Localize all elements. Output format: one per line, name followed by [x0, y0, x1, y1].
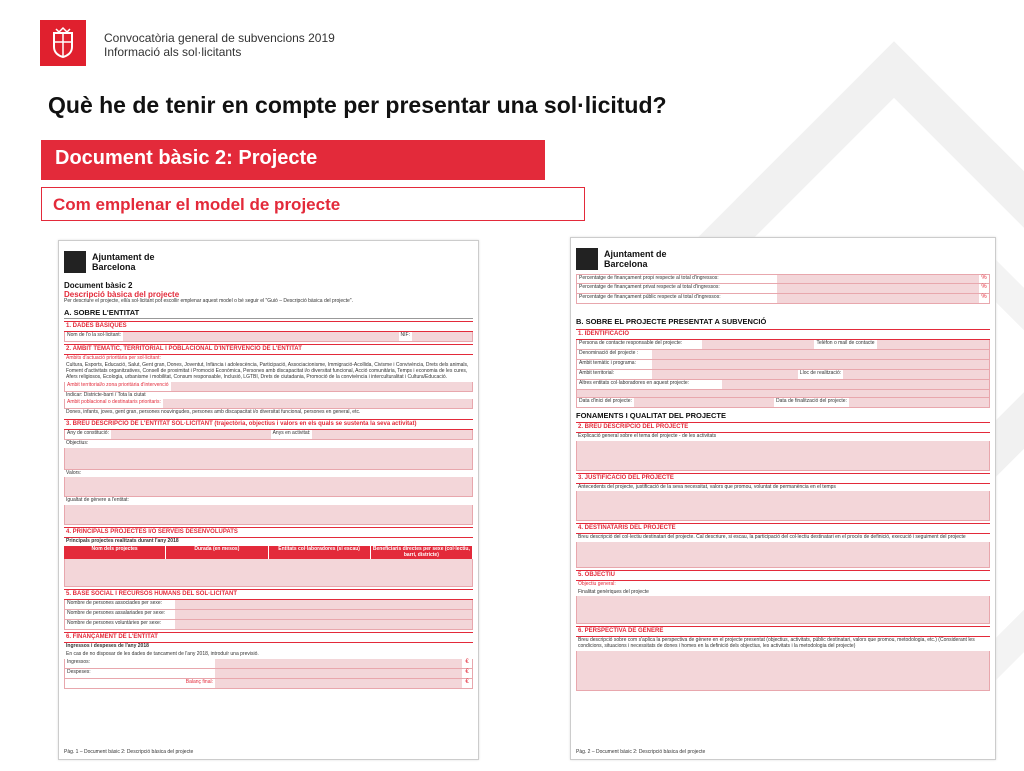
form-field[interactable]	[215, 679, 462, 688]
form-row	[576, 380, 990, 390]
field-label: Telèfon o mail de contacte	[816, 339, 875, 346]
s3-heading: 3. JUSTIFICACIÓ DEL PROJECTE	[576, 473, 990, 484]
s5-heading: 5. BASE SOCIAL I RECURSOS HUMANS DEL SOL·LICITANT	[64, 589, 473, 600]
field-label: Altres entitats col·laboradores en aquest projecte:	[579, 379, 690, 386]
form-row	[576, 398, 990, 408]
page-footer: Pàg. 1 – Document bàsic 2: Descripció bàsica del projecte	[64, 749, 194, 756]
field-label: Persona de contacte responsable del projecte:	[579, 339, 683, 346]
form-field[interactable]	[163, 399, 472, 408]
doc-brand-text: Ajuntament de Barcelona	[604, 249, 667, 269]
field-label: Denominació del projecte :	[579, 349, 639, 356]
s5-heading: 5. OBJECTIU	[576, 570, 990, 581]
table-header	[64, 546, 473, 560]
field-label: Percentatge de finançament públic respecte al total d'ingressos:	[579, 294, 721, 300]
form-row	[576, 370, 990, 380]
form-row	[64, 679, 473, 689]
barcelona-logo-icon	[40, 20, 86, 66]
field-label: Despeses:	[67, 668, 91, 675]
column-header: Entitats col·laboradores (si escau)	[269, 546, 371, 560]
doc-intro: Per descriure el projecte, ell/a sol·licitant pot escollir emplenar aquest model o bé seguir el "Guió – Descripció bàsica del projecte".	[64, 298, 353, 305]
s2-subheading: Àmbits d'actuació prioritària per sol·licitant:	[66, 354, 161, 361]
form-field[interactable]	[175, 600, 472, 609]
s3-note: Antecedents del projecte, justificació de la seva necessitat, valors que promou, voluntat de permanència en el temps	[578, 483, 836, 490]
form-field[interactable]	[312, 430, 472, 439]
header-line-1: Convocatòria general de subvencions 2019	[104, 31, 335, 45]
form-row	[64, 620, 473, 630]
header-line-2: Informació als sol·licitants	[104, 45, 242, 59]
form-field[interactable]	[64, 505, 473, 525]
s2-heading: 2. ÀMBIT TEMÀTIC, TERRITORIAL I POBLACIONAL D'INTERVENCIÓ DE L'ENTITAT	[64, 344, 473, 355]
field-label: Àmbit poblacional o destinataris prioritaris:	[67, 399, 161, 406]
s2-pob-list: Dones, infants, joves, gent gran, persones nouvingudes, persones amb discapacitat i/o diversitat funcional, persones en general, etc.	[66, 409, 361, 416]
ajuntament-logo-icon	[64, 251, 86, 273]
section-b-heading: B. SOBRE EL PROJECTE PRESENTAT A SUBVENCIÓ	[576, 317, 767, 326]
header-info	[104, 31, 335, 59]
fonaments-heading: FONAMENTS I QUALITAT DEL PROJECTE	[576, 410, 727, 420]
section-label: Document bàsic 2: Projecte	[41, 140, 545, 180]
s6-subheading: Ingressos i despeses de l'any 2018	[66, 643, 149, 650]
subsection-label: Com emplenar el model de projecte	[41, 187, 585, 221]
field-label: Data de finalització del projecte:	[776, 397, 847, 404]
currency-symbol: €	[465, 658, 469, 665]
s4-heading: 4. DESTINATARIS DEL PROJECTE	[576, 523, 990, 534]
form-field[interactable]	[175, 620, 472, 629]
form-row	[576, 294, 990, 304]
form-field[interactable]	[652, 360, 989, 369]
form-field[interactable]	[576, 542, 990, 568]
page-title: Què he de tenir en compte per presentar una sol·licitud?	[48, 92, 667, 118]
form-field[interactable]	[111, 430, 271, 439]
column-header: Beneficiaris directes per sexe (col·lectiu, barri, districte)	[371, 546, 473, 560]
s4-heading: 4. PRINCIPALS PROJECTES I/O SERVEIS DESENVOLUPATS	[64, 527, 473, 538]
document-page-1	[58, 240, 479, 760]
form-field[interactable]	[576, 596, 990, 624]
form-field[interactable]	[576, 390, 990, 398]
form-row	[576, 350, 990, 360]
document-page-2	[570, 237, 996, 760]
field-label: Ingressos:	[67, 658, 91, 665]
field-label: Objectiu general:	[578, 580, 616, 587]
form-field[interactable]	[843, 370, 989, 379]
form-field[interactable]	[652, 370, 798, 379]
field-label: Nombre de persones associades per sexe:	[67, 600, 163, 607]
form-field[interactable]	[722, 380, 989, 389]
form-row	[64, 399, 473, 409]
field-label: Objectius:	[66, 439, 89, 446]
field-label: Finalitat genèriques del projecte	[578, 588, 649, 595]
form-row	[576, 284, 990, 294]
field-label: Anys en activitat:	[272, 429, 311, 436]
field-label: Any de constitució:	[67, 429, 109, 436]
form-row	[576, 274, 990, 284]
s2-terr-note: Indicar: Districte-barri / Tota la ciutat	[66, 391, 146, 398]
doc-brand	[64, 247, 473, 277]
s6-heading: 6. FINANÇAMENT DE L'ENTITAT	[64, 632, 473, 643]
s2-note: Explicació general sobre el tema del projecte - de les activitats	[578, 433, 717, 440]
form-field[interactable]	[215, 659, 462, 668]
form-row	[64, 610, 473, 620]
field-label: NIF:	[400, 331, 410, 338]
form-field[interactable]	[576, 651, 990, 691]
form-field[interactable]	[215, 669, 462, 678]
doc-brand-text: Ajuntament de Barcelona	[92, 252, 155, 272]
s6-note: En cas de no disposar de les dades de tancament de l'any 2018, introduïr una previsió.	[66, 650, 259, 657]
doc-title: Document bàsic 2	[64, 281, 133, 290]
field-label: Percentatge de finançament propi respecte al total d'ingressos:	[579, 275, 719, 281]
form-row	[64, 382, 473, 392]
currency-symbol: €	[465, 668, 469, 675]
form-field[interactable]	[777, 294, 979, 303]
s6-heading: 6. PERSPECTIVA DE GÈNERE	[576, 626, 990, 637]
s2-list: Cultura, Esports, Educació, Salut, Gent gran, Dones, Joventut, Infància i adolescència, Participació, Associacionisme, Immigració-Acollida, Civisme i Convivència, Drets dels animals, Foment d'activitats organitzatives, Consell de proximitat i Promoció Econòmica, Persones amb discapacitat i/o diversitat funcional, Acció comunitària, Temps i economia de les cures, Afers religiosos, Ecologia, urbanisme i mobilitat, Consum responsable, Inclusió, LGTBI, Drets de ciutadania, Promoció de la convivència i interculturalitat i Cultura/Educació.	[66, 362, 469, 380]
form-field[interactable]	[652, 350, 989, 359]
form-field[interactable]	[634, 398, 774, 407]
s1-heading: 1. IDENTIFICACIÓ	[576, 329, 990, 340]
field-label: Àmbit territorial/o zona prioritària d'intervenció	[67, 381, 169, 388]
column-header: Nom dels projectes	[64, 546, 166, 560]
form-field[interactable]	[64, 477, 473, 497]
percent-symbol: %	[981, 294, 987, 300]
s6-note: Breu descripció sobre com s'aplica la perspectiva de gènere en el projecte presentat (objectius, activitats, públic destinatari, valors que promou, metodologia, etc.) (Considerant les condicions, situacions i necessitats de dones i homes en la definició dels objectius, les activitats i la metodologia del projecte)	[578, 637, 975, 650]
form-row	[64, 600, 473, 610]
field-label: Nom de l'o la sol·licitant:	[67, 331, 122, 338]
field-label: Nombre de persones assalariades per sexe:	[67, 610, 166, 617]
form-field[interactable]	[576, 441, 990, 471]
form-field[interactable]	[576, 491, 990, 521]
percent-symbol: %	[981, 284, 987, 290]
field-label: Àmbit temàtic i programa:	[579, 359, 636, 366]
page-footer: Pàg. 2 – Document bàsic 2: Descripció bàsica del projecte	[576, 749, 706, 756]
form-field[interactable]	[123, 332, 399, 341]
field-label: Nombre de persones voluntàries per sexe:	[67, 620, 162, 627]
form-row	[64, 659, 473, 669]
field-label: Lloc de realització:	[799, 369, 842, 376]
form-row	[64, 430, 473, 440]
column-header: Durada (en mesos)	[166, 546, 268, 560]
form-field[interactable]	[64, 559, 473, 587]
percent-symbol: %	[981, 275, 987, 281]
form-field[interactable]	[175, 610, 472, 619]
s2-heading: 2. BREU DESCRIPCIÓ DEL PROJECTE	[576, 422, 990, 433]
field-label: Percentatge de finançament privat respecte al total d'ingressos:	[579, 284, 720, 290]
form-field[interactable]	[877, 340, 989, 349]
doc-brand	[576, 244, 990, 274]
form-field[interactable]	[64, 448, 473, 470]
form-row	[576, 340, 990, 350]
form-field[interactable]	[702, 340, 814, 349]
section-a-heading: A. SOBRE L'ENTITAT	[64, 309, 473, 319]
s4-note: Breu descripció del col·lectiu destinatari del projecte. Cal descriure, si escau, la participació del col·lectiu destinatari en el procés de definició, execució i seguiment del projecte	[578, 534, 966, 541]
form-field[interactable]	[777, 275, 979, 283]
form-field[interactable]	[171, 382, 472, 391]
form-field[interactable]	[777, 284, 979, 293]
field-label: Valors:	[66, 469, 82, 476]
s3-heading: 3. BREU DESCRIPCIÓ DE L'ENTITAT SOL·LICITANT (trajectòria, objectius i valors en els quals se sustenta la seva activitat)	[64, 419, 473, 430]
field-label: Data d'inici del projecte:	[579, 397, 632, 404]
field-label: Àmbit territorial:	[579, 369, 615, 376]
form-row	[576, 360, 990, 370]
field-label: Balanç final:	[185, 678, 213, 685]
doc-subtitle: Descripció bàsica del projecte	[64, 290, 180, 300]
s1-heading: 1. DADES BÀSIQUES	[64, 321, 473, 332]
field-label: Igualtat de gènere a l'entitat:	[66, 497, 129, 504]
form-row	[64, 669, 473, 679]
currency-symbol: €	[465, 678, 469, 685]
ajuntament-logo-icon	[576, 248, 598, 270]
form-row	[64, 332, 473, 342]
form-field[interactable]	[849, 398, 989, 407]
s4-subheading: Principals projectes realitzats durant l'any 2018	[66, 538, 179, 545]
form-field[interactable]	[412, 332, 472, 341]
